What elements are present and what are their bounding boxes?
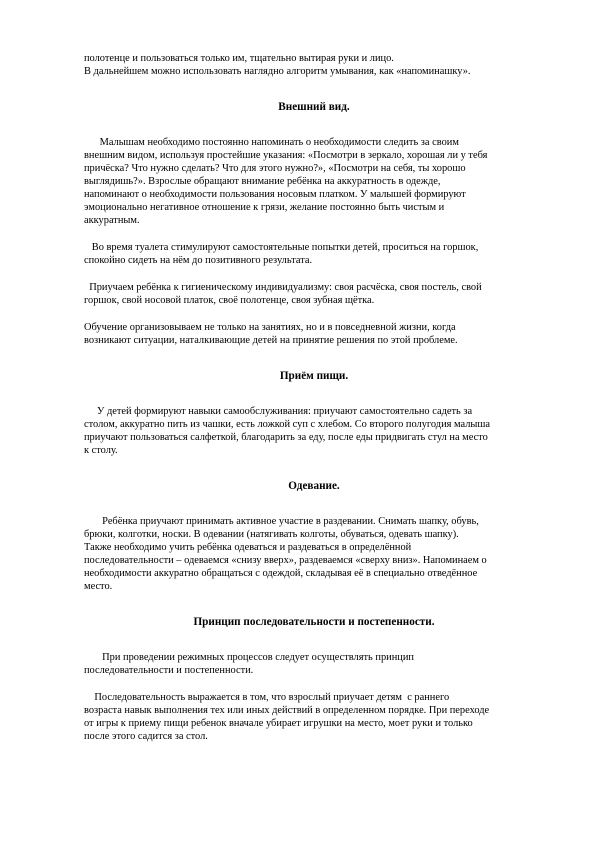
text-line: последовательности и постепенности. — [84, 665, 254, 676]
text-line: возникают ситуации, наталкивающие детей на принятие решения по этой проблеме. — [84, 335, 458, 346]
text-line: аккуратным. — [84, 215, 140, 226]
section-heading-meals: Приём пищи. — [279, 370, 349, 382]
text-line: эмоционально негативное отношение к грязи, желание постоянно быть чистым и — [84, 202, 445, 213]
paragraph — [84, 321, 544, 347]
text-line: У детей формируют навыки самообслуживания: приучают самостоятельно садеть за — [84, 406, 473, 417]
text-line: Приучаем ребёнка к гигиеническому индивидуализму: своя расчёска, своя постель, свой — [84, 282, 482, 293]
text-line: При проведении режимных процессов следует осуществлять принцип — [84, 652, 414, 663]
text-line: причёска? Что нужно сделать? Что для этого нужно?», «Посмотри на себя, ты хорошо — [84, 163, 466, 174]
intro-paragraph — [84, 52, 544, 78]
text-line: брюки, колготки, носки. В одевании (натягивать колготы, обуваться, одевать шапку). — [84, 529, 459, 540]
text-line: Последовательность выражается в том, что взрослый приучает детям с раннего — [84, 692, 450, 703]
text-line: внешним видом, используя простейшие указания: «Посмотри в зеркало, хорошая ли у тебя — [84, 150, 488, 161]
text-line: от игры к приему пищи ребенок вначале убирает игрушки на место, моет руки и только — [84, 718, 473, 729]
text-line: необходимости аккуратно обращаться с одеждой, складывая её в специально отведённое — [84, 568, 478, 579]
paragraph — [84, 136, 544, 227]
text-line: выглядишь?». Взрослые обращают внимание ребёнка на аккуратность в одежде, — [84, 176, 441, 187]
text-line: спокойно сидеть на нём до позитивного результата. — [84, 255, 313, 266]
paragraph — [84, 241, 544, 267]
text-line: Ребёнка приучают принимать активное участие в раздевании. Снимать шапку, обувь, — [84, 516, 479, 527]
text-line: столом, аккуратно пить из чашки, есть ложкой суп с хлебом. Со второго полугодия малыша — [84, 419, 491, 430]
section-heading-appearance: Внешний вид. — [278, 101, 350, 113]
text-line: Также необходимо учить ребёнка одеваться и раздеваться в определённой — [84, 542, 412, 553]
paragraph — [84, 651, 544, 677]
text-line: полотенце и пользоваться только им, тщательно вытирая руки и лицо. — [84, 53, 394, 64]
paragraph — [84, 515, 544, 593]
text-line: после этого садится за стол. — [84, 731, 208, 742]
section-heading-dressing: Одевание. — [288, 480, 340, 492]
section-heading-sequence-principle: Принцип последовательности и постепенности. — [193, 616, 435, 628]
paragraph — [84, 281, 544, 307]
document-page — [84, 52, 544, 743]
paragraph — [84, 405, 544, 457]
paragraph — [84, 691, 544, 743]
text-line: последовательности – одеваемся «снизу вверх», раздеваемся «сверху вниз». Напоминаем о — [84, 555, 487, 566]
text-line: приучают пользоваться салфеткой, благодарить за еду, после еды придвигать стул на место — [84, 432, 488, 443]
text-line: Во время туалета стимулируют самостоятельные попытки детей, проситься на горшок, — [84, 242, 479, 253]
text-line: напоминают о необходимости пользования носовым платком. У малышей формируют — [84, 189, 466, 200]
text-line: В дальнейшем можно использовать наглядно алгоритм умывания, как «напоминашку». — [84, 66, 471, 77]
text-line: возраста навык выполнения тех или иных действий в определенном порядке. При переходе — [84, 705, 490, 716]
text-line: Обучение организовываем не только на занятиях, но и в повседневной жизни, когда — [84, 322, 456, 333]
text-line: к столу. — [84, 445, 118, 456]
text-line: место. — [84, 581, 113, 592]
text-line: горшок, свой носовой платок, своё полотенце, своя зубная щётка. — [84, 295, 375, 306]
text-line: Малышам необходимо постоянно напоминать о необходимости следить за своим — [84, 137, 459, 148]
